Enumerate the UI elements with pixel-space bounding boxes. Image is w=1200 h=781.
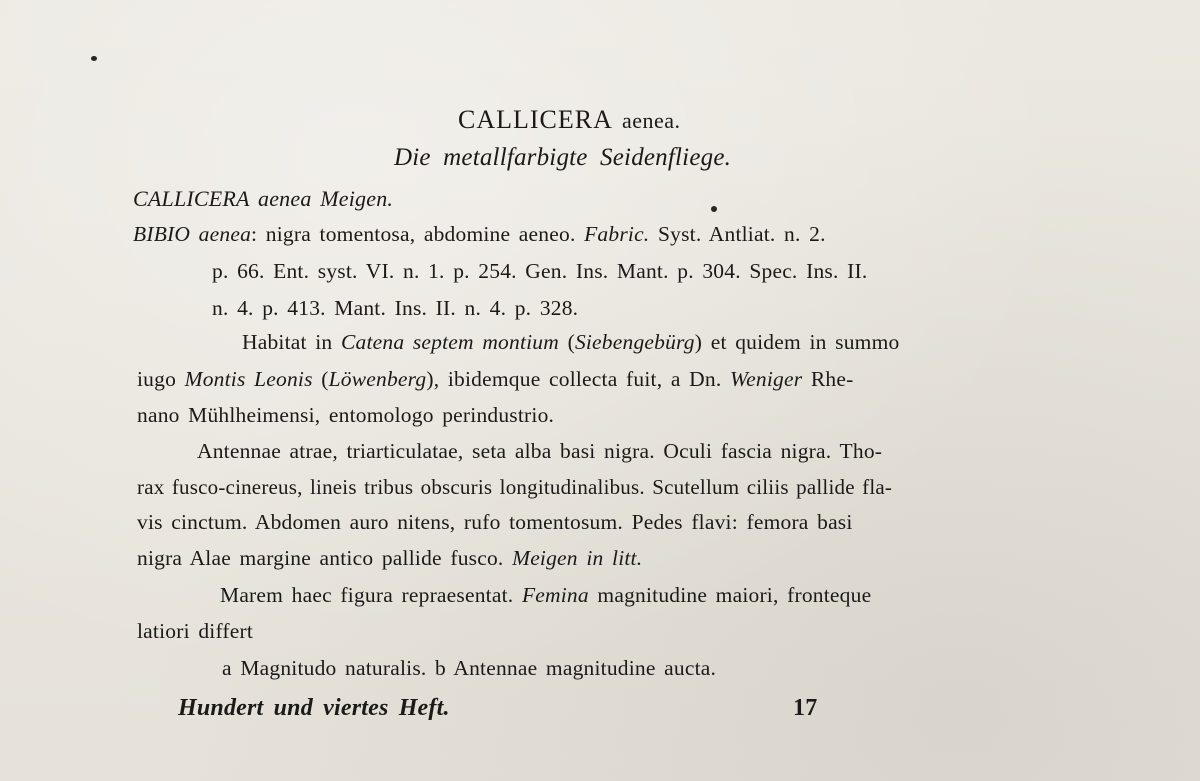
note-line-2: latiori differt <box>137 619 254 643</box>
signature-mark: Hundert und viertes Heft. <box>178 695 450 721</box>
synonym-genus: BIBIO aenea <box>133 222 252 246</box>
synonym-line-1: CALLICERA aenea Meigen. <box>133 186 394 211</box>
description-line-1: Antennae atrae, triarticulatae, seta alba basi nigra. Oculi fascia nigra. Tho- <box>197 439 883 463</box>
citation-meigen: Meigen in litt. <box>512 546 643 570</box>
habitat-text: iugo <box>137 367 177 391</box>
ink-speck <box>91 56 97 61</box>
genus-name: CALLICERA <box>458 105 612 134</box>
locality-name: Montis Leonis <box>184 367 313 391</box>
page-number: 17 <box>793 695 818 721</box>
common-name: Die metallfarbigte Seidenfliege. <box>394 144 732 171</box>
collector-name: Weniger <box>730 367 803 391</box>
synonym-line-2 <box>133 222 826 247</box>
locality-vernacular: Siebengebürg <box>574 330 695 354</box>
description-line-4 <box>137 546 642 571</box>
description-line-3: vis cinctum. Abdomen auro nitens, rufo tomentosum. Pedes flavi: femora basi <box>137 510 853 534</box>
habitat-text: Habitat in <box>242 330 333 354</box>
synonym-diagnosis: : nigra tomentosa, abdomine aeneo. <box>251 222 576 246</box>
ink-speck <box>711 206 717 212</box>
description-text: nigra Alae margine antico pallide fusco. <box>137 546 504 570</box>
species-title <box>458 105 681 135</box>
note-femina: Femina <box>521 583 589 607</box>
habitat-line-3: nano Mühlheimensi, entomologo perindustrio. <box>137 403 555 427</box>
description-line-2: rax fusco-cinereus, lineis tribus obscuris longitudinalibus. Scutellum ciliis pallide fla- <box>137 475 893 499</box>
habitat-text: Rhe- <box>810 367 854 391</box>
note-line-1 <box>220 583 871 608</box>
habitat-text: ), ibidemque collecta fuit, a Dn. <box>426 367 722 391</box>
synonym-line-3: p. 66. Ent. syst. VI. n. 1. p. 254. Gen. Ins. Mant. p. 304. Spec. Ins. II. <box>212 259 868 283</box>
note-text: Marem haec figura repraesentat. <box>220 583 514 607</box>
habitat-text: ) et quidem in summo <box>694 330 900 354</box>
locality-vernacular: Löwenberg <box>328 367 427 391</box>
locality-name: Catena septem montium <box>340 330 559 354</box>
synonym-author: Fabric. <box>584 222 650 246</box>
paren-open: ( <box>321 367 329 391</box>
habitat-line-1 <box>242 330 899 355</box>
habitat-line-2 <box>137 367 853 392</box>
paren-open: ( <box>567 330 575 354</box>
synonym-line-4: n. 4. p. 413. Mant. Ins. II. n. 4. p. 328. <box>212 296 579 320</box>
note-text: magnitudine maiori, fronteque <box>597 583 872 607</box>
species-epithet: aenea. <box>621 108 681 133</box>
figure-legend: a Magnitudo naturalis. b Antennae magnitudine aucta. <box>222 656 717 680</box>
synonym-reference: Syst. Antliat. n. 2. <box>657 222 826 246</box>
